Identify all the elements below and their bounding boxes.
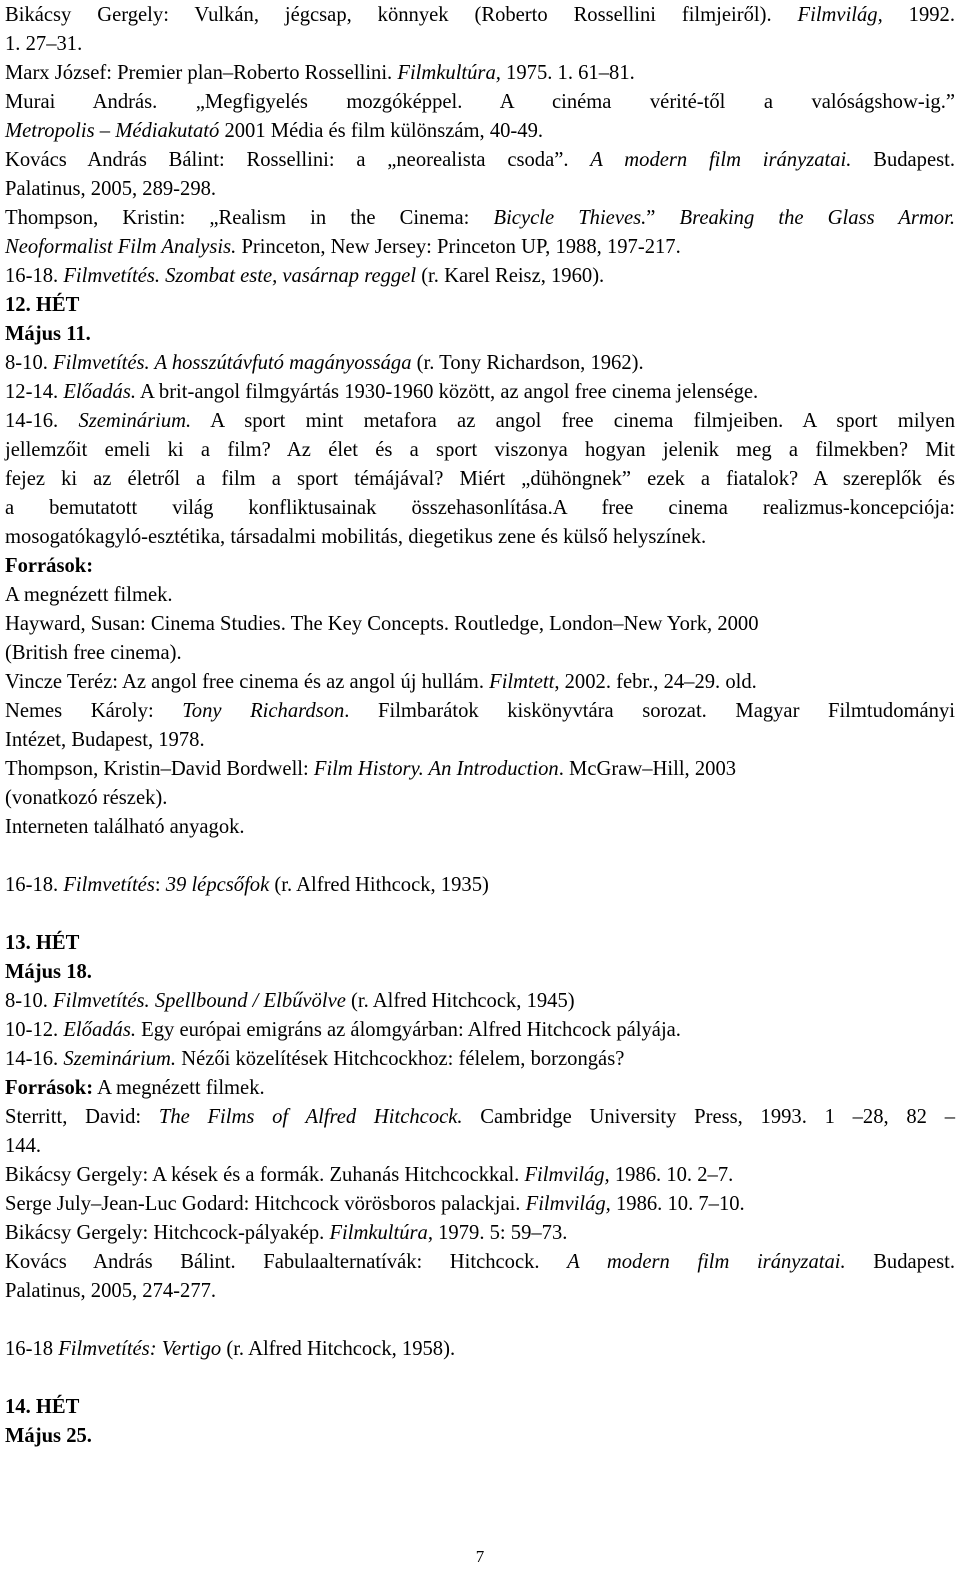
text-segment: Egy európai emigráns az álomgyárban: Alfred Hitchcock pályája. (136, 1019, 681, 1041)
italic-text: Breaking the Glass Armor. (679, 207, 955, 229)
text-segment: A megnézett filmek. (93, 1077, 265, 1099)
text-segment: Serge July–Jean-Luc Godard: Hitchcock vörösboros palackjai. (5, 1193, 526, 1215)
text-line (5, 175, 955, 204)
text-line (5, 581, 955, 610)
text-line (5, 1161, 955, 1190)
text-segment: (vonatkozó részek). (5, 787, 168, 809)
bold-text: Források: (5, 555, 94, 577)
text-segment: 1992. (882, 4, 955, 26)
text-line (5, 813, 955, 842)
text-segment: Thompson, Kristin: „Realism in the Cinema: (5, 207, 494, 229)
text-segment: (r. Karel Reisz, 1960). (416, 265, 605, 287)
text-line (5, 146, 955, 175)
text-segment: (r. Alfred Hitchcock, 1958). (221, 1338, 456, 1360)
italic-text: Filmvetítés. Szombat este, vasárnap reggel (63, 265, 417, 287)
text-line (5, 1190, 955, 1219)
text-segment: 16-18. (5, 874, 64, 896)
text-line (5, 1393, 955, 1422)
text-segment: mosogatókagyló-esztétika, társadalmi mobilitás, diegetikus zene és külső helyszínek. (5, 526, 707, 548)
text-line (5, 1219, 955, 1248)
text-segment: Budapest. (845, 1251, 955, 1273)
text-segment: 1975. 1. 61–81. (500, 62, 635, 84)
italic-text: Filmvetítés. Spellbound / Elbűvölve (53, 990, 346, 1012)
text-line (5, 755, 955, 784)
text-segment: (r. Alfred Hitchcock, 1945) (345, 990, 575, 1012)
bold-text: 13. HÉT (5, 932, 80, 954)
text-segment: Murai András. „Megfigyelés mozgóképpel. A cinéma vérité-től a valóságshow-ig.” (5, 91, 955, 113)
bold-text: Május 11. (5, 323, 91, 345)
text-line (5, 59, 955, 88)
text-segment: Bikácsy Gergely: Hitchcock-pályakép. (5, 1222, 330, 1244)
text-segment: . Filmbarátok kiskönyvtára sorozat. Magyar Filmtudományi (344, 700, 955, 722)
text-line (5, 1074, 955, 1103)
text-line (5, 1016, 955, 1045)
text-segment: Vincze Teréz: Az angol free cinema és az angol új hullám. (5, 671, 490, 693)
text-segment: 1. 27–31. (5, 33, 83, 55)
text-line (5, 668, 955, 697)
italic-text: Filmkultúra, (397, 62, 501, 84)
text-line (5, 639, 955, 668)
italic-text: Filmvetítés: Vertigo (58, 1338, 222, 1360)
text-line (5, 871, 955, 900)
text-segment: Budapest. (851, 149, 955, 171)
text-segment: Cambridge University Press, 1993. 1 –28, 82 – (462, 1106, 955, 1128)
bold-text: 14. HÉT (5, 1396, 80, 1418)
text-segment: , 2002. febr., 24–29. old. (554, 671, 757, 693)
text-segment: Nemes Károly: (5, 700, 183, 722)
text-line (5, 349, 955, 378)
text-segment: 14-16. (5, 1048, 64, 1070)
text-line (5, 494, 955, 523)
text-line (5, 407, 955, 436)
italic-text: A modern film irányzatai. (567, 1251, 846, 1273)
text-segment: a bemutatott világ konfliktusainak összehasonlítása.A free cinema realizmus-koncepciója: (5, 497, 955, 519)
text-segment: Hayward, Susan: Cinema Studies. The Key Concepts. Routledge, London–New York, 2000 (5, 613, 759, 635)
text-line (5, 233, 955, 262)
italic-text: Szeminárium. (78, 410, 192, 432)
text-segment: Bikácsy Gergely: Vulkán, jégcsap, könnyek (Roberto Rossellini filmjeiről). (5, 4, 798, 26)
text-line (5, 204, 955, 233)
text-line (5, 552, 955, 581)
text-segment: (r. Tony Richardson, 1962). (411, 352, 644, 374)
italic-text: Filmvilág, (797, 4, 883, 26)
italic-text: Tony Richardson (182, 700, 345, 722)
text-segment: Palatinus, 2005, 289-298. (5, 178, 217, 200)
text-segment: 2001 Média és film különszám, 40-49. (219, 120, 544, 142)
text-segment: Palatinus, 2005, 274-277. (5, 1280, 217, 1302)
text-line (5, 1335, 955, 1364)
text-line (5, 30, 955, 59)
text-line (5, 784, 955, 813)
text-line (5, 523, 955, 552)
italic-text: Szeminárium. (63, 1048, 177, 1070)
blank-line (5, 900, 955, 929)
text-line (5, 465, 955, 494)
text-line (5, 291, 955, 320)
document-page (5, 1, 955, 1451)
text-segment: (r. Alfred Hithcock, 1935) (269, 874, 489, 896)
text-segment: 16-18 (5, 1338, 59, 1360)
text-segment: . McGraw–Hill, 2003 (558, 758, 737, 780)
text-segment: 1986. 10. 7–10. (610, 1193, 745, 1215)
text-line (5, 436, 955, 465)
text-segment: 1986. 10. 2–7. (609, 1164, 734, 1186)
text-segment: Thompson, Kristin–David Bordwell: (5, 758, 314, 780)
text-segment: jellemzőit emeli ki a film? Az élet és a sport viszonya hogyan jelenik meg a filmekben? Mit (5, 439, 955, 461)
text-segment: 10-12. (5, 1019, 64, 1041)
text-segment: Marx József: Premier plan–Roberto Rossellini. (5, 62, 398, 84)
text-segment: 1979. 5: 59–73. (432, 1222, 568, 1244)
italic-text: A modern film irányzatai. (590, 149, 852, 171)
page-number: 7 (475, 1547, 485, 1566)
text-segment: 144. (5, 1135, 42, 1157)
text-line (5, 117, 955, 146)
text-segment: Princeton, New Jersey: Princeton UP, 1988, 197-217. (236, 236, 681, 258)
italic-text: Neoformalist Film Analysis. (5, 236, 237, 258)
text-line (5, 1, 955, 30)
italic-text: 39 lépcsőfok (165, 874, 270, 896)
text-line (5, 320, 955, 349)
text-segment: (British free cinema). (5, 642, 182, 664)
italic-text: Metropolis – Médiakutató (5, 120, 220, 142)
text-line (5, 1248, 955, 1277)
text-segment: Intézet, Budapest, 1978. (5, 729, 205, 751)
text-segment: Bikácsy Gergely: A kések és a formák. Zuhanás Hitchcockkal. (5, 1164, 525, 1186)
italic-text: Filmvetítés. A hosszútávfutó magányossága (53, 352, 412, 374)
text-line (5, 1132, 955, 1161)
text-segment: A brit-angol filmgyártás 1930-1960 között, az angol free cinema jelensége. (136, 381, 759, 403)
text-line (5, 726, 955, 755)
text-line (5, 1045, 955, 1074)
bold-text: Május 25. (5, 1425, 92, 1447)
text-segment: 16-18. (5, 265, 64, 287)
bold-text: 12. HÉT (5, 294, 80, 316)
bold-text: Források: (5, 1077, 94, 1099)
italic-text: Filmvetítés (63, 874, 155, 896)
italic-text: Filmvilág, (525, 1193, 611, 1215)
text-segment: 8-10. (5, 352, 54, 374)
italic-text: Filmvilág, (524, 1164, 610, 1186)
text-segment: Kovács András Bálint: Rossellini: a „neorealista csoda”. (5, 149, 591, 171)
text-line (5, 378, 955, 407)
text-segment: Sterritt, David: (5, 1106, 159, 1128)
text-segment: ” (646, 207, 680, 229)
text-line (5, 262, 955, 291)
blank-line (5, 842, 955, 871)
text-line (5, 929, 955, 958)
text-line (5, 1103, 955, 1132)
text-segment: Nézői közelítések Hitchcockhoz: félelem, borzongás? (176, 1048, 625, 1070)
italic-text: The Films of Alfred Hitchcock. (158, 1106, 463, 1128)
blank-line (5, 1306, 955, 1335)
italic-text: Filmkultúra, (329, 1222, 433, 1244)
bold-text: Május 18. (5, 961, 92, 983)
text-line (5, 987, 955, 1016)
text-segment: 14-16. (5, 410, 79, 432)
italic-text: Film History. An Introduction (313, 758, 559, 780)
text-segment: Kovács András Bálint. Fabulaalternatívák: Hitchcock. (5, 1251, 568, 1273)
text-line (5, 1422, 955, 1451)
italic-text: Filmtett (489, 671, 555, 693)
italic-text: Előadás. (63, 381, 136, 403)
text-segment: fejez ki az életről a film a sport témájával? Miért „dühöngnek” ezek a fiatalok? A szereplők és (5, 468, 955, 490)
text-line (5, 958, 955, 987)
text-line (5, 88, 955, 117)
text-segment: 12-14. (5, 381, 64, 403)
text-segment: Interneten található anyagok. (5, 816, 245, 838)
text-segment: A sport mint metafora az angol free cinema filmjeiben. A sport milyen (191, 410, 955, 432)
text-segment: : (154, 874, 166, 896)
italic-text: Előadás. (63, 1019, 136, 1041)
text-line (5, 1277, 955, 1306)
text-line (5, 610, 955, 639)
text-segment: A megnézett filmek. (5, 584, 173, 606)
italic-text: Bicycle Thieves. (493, 207, 647, 229)
blank-line (5, 1364, 955, 1393)
text-segment: 8-10. (5, 990, 54, 1012)
text-line (5, 697, 955, 726)
